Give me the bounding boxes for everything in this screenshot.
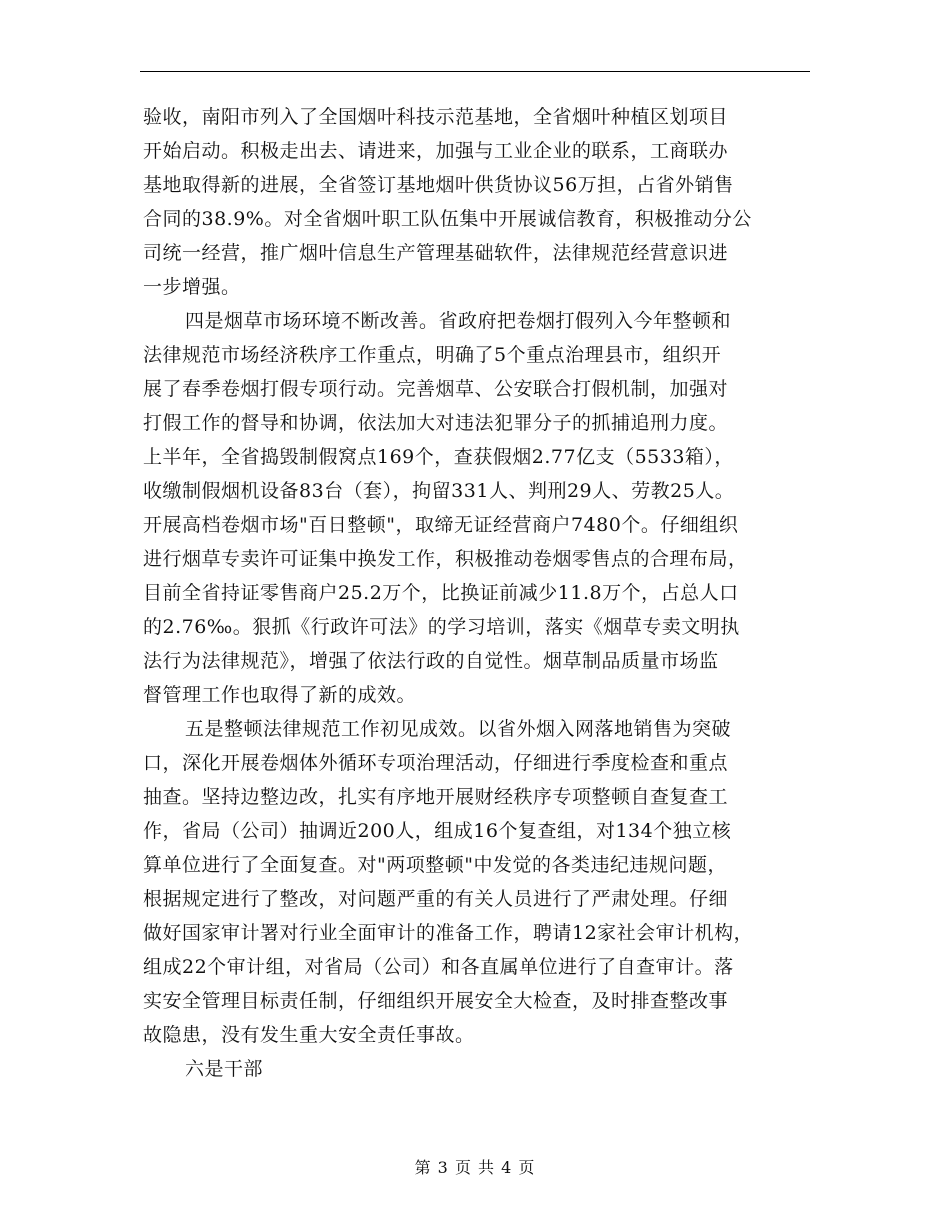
text-line: 算单位进行了全面复查。对"两项整顿"中发觉的各类违纪违规问题，	[143, 854, 727, 876]
text-line: 五是整顿法律规范工作初见成效。以省外烟入网落地销售为突破	[185, 718, 732, 740]
header-rule	[140, 71, 810, 72]
text-line: 基地取得新的进展，全省签订基地烟叶供货协议56万担，占省外销售	[143, 174, 734, 196]
text-line: 上半年，全省捣毁制假窝点169个，查获假烟2.77亿支（5533箱），	[143, 446, 734, 468]
text-line: 作，省局（公司）抽调近200人，组成16个复查组，对134个独立核	[143, 820, 732, 842]
text-line: 根据规定进行了整改，对问题严重的有关人员进行了严肃处理。仔细	[143, 888, 729, 910]
text-line: 司统一经营，推广烟叶信息生产管理基础软件，法律规范经营意识进	[143, 242, 729, 264]
text-line: 开展高档卷烟市场"百日整顿"，取缔无证经营商户7480个。仔细组织	[143, 514, 739, 536]
text-line: 开始启动。积极走出去、请进来，加强与工业企业的联系，工商联办	[143, 140, 729, 162]
page-number-footer: 第 3 页 共 4 页	[414, 1158, 536, 1177]
text-line: 法行为法律规范》，增强了依法行政的自觉性。烟草制品质量市场监	[143, 650, 719, 672]
text-line: 验收，南阳市列入了全国烟叶科技示范基地，全省烟叶种植区划项目	[143, 106, 729, 128]
text-line: 口，深化开展卷烟体外循环专项治理活动，仔细进行季度检查和重点	[143, 752, 729, 774]
paragraph-market-environment	[143, 304, 810, 712]
text-line: 组成22个审计组，对省局（公司）和各直属单位进行了自查审计。落	[143, 956, 734, 978]
text-line: 六是干部	[185, 1058, 264, 1080]
text-line: 实安全管理目标责任制，仔细组织开展安全大检查，及时排查整改事	[143, 990, 729, 1012]
text-line: 法律规范市场经济秩序工作重点，明确了5个重点治理县市，组织开	[143, 344, 722, 366]
text-line: 做好国家审计署对行业全面审计的准备工作，聘请12家社会审计机构，	[143, 922, 754, 944]
text-line: 合同的38.9%。对全省烟叶职工队伍集中开展诚信教育，积极推动分公	[143, 208, 752, 230]
text-line: 目前全省持证零售商户25.2万个，比换证前减少11.8万个，占总人口	[143, 582, 739, 604]
text-line: 一步增强。	[143, 276, 241, 298]
text-line: 督管理工作也取得了新的成效。	[143, 684, 417, 706]
text-line: 展了春季卷烟打假专项行动。完善烟草、公安联合打假机制，加强对	[143, 378, 729, 400]
text-line: 打假工作的督导和协调，依法加大对违法犯罪分子的抓捕追刑力度。	[143, 412, 729, 434]
body-text	[143, 100, 810, 1086]
text-line: 进行烟草专卖许可证集中换发工作，积极推动卷烟零售点的合理布局，	[143, 548, 748, 570]
paragraph-rectification	[143, 712, 810, 1052]
text-line: 四是烟草市场环境不断改善。省政府把卷烟打假列入今年整顿和	[185, 310, 732, 332]
text-line: 故隐患，没有发生重大安全责任事故。	[143, 1024, 475, 1046]
paragraph-cadres	[143, 1052, 810, 1086]
text-line: 的2.76‰。狠抓《行政许可法》的学习培训，落实《烟草专卖文明执	[143, 616, 740, 638]
paragraph-continuation	[143, 100, 810, 304]
text-line: 收缴制假烟机设备83台（套），拘留331人、判刑29人、劳教25人。	[143, 480, 735, 502]
text-line: 抽查。坚持边整边改，扎实有序地开展财经秩序专项整顿自查复查工	[143, 786, 729, 808]
